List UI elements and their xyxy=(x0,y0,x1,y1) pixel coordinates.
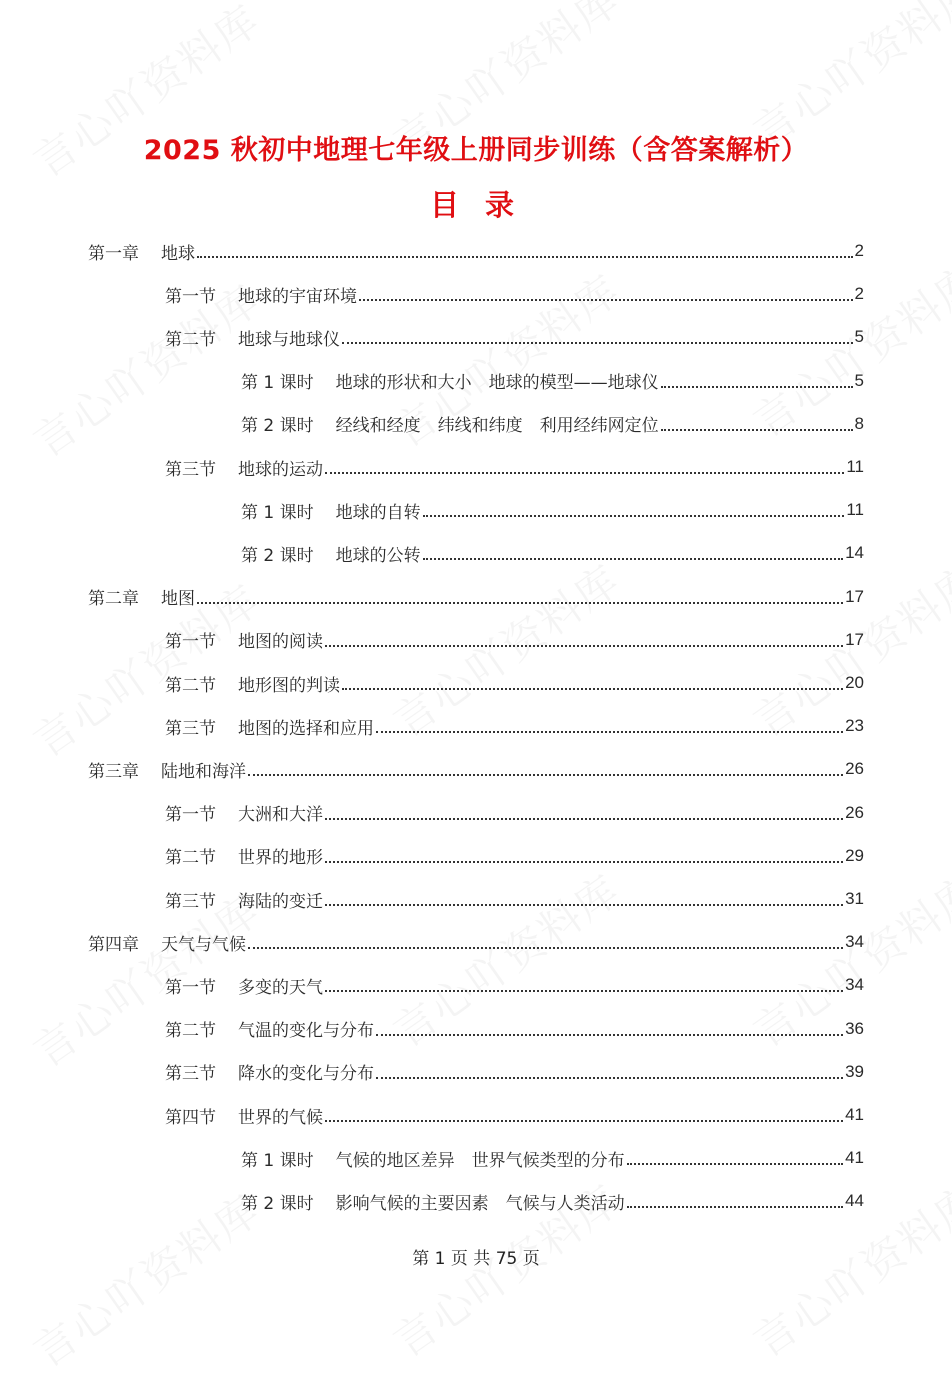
dot-leader xyxy=(325,904,843,906)
toc-entry-number: 第四节 xyxy=(165,1107,216,1128)
toc-entry-page: 34 xyxy=(845,932,864,952)
toc-entry-number: 第 1 课时 xyxy=(241,373,314,394)
dot-leader xyxy=(342,342,853,344)
toc-entry[interactable] xyxy=(165,711,864,741)
toc-entry[interactable] xyxy=(165,322,864,352)
toc-entry-number: 第二章 xyxy=(88,589,139,610)
toc-entry-number: 第二节 xyxy=(165,848,216,869)
toc-entry[interactable] xyxy=(165,668,864,698)
toc-entry-page: 11 xyxy=(846,500,864,520)
toc-entry[interactable] xyxy=(165,1014,864,1044)
toc-entry-title: 天气与气候 xyxy=(161,934,246,955)
toc-entry[interactable] xyxy=(88,582,864,612)
toc-entry-title: 世界的地形 xyxy=(238,848,323,869)
toc-entry-page: 17 xyxy=(845,629,864,649)
dot-leader xyxy=(376,1034,843,1036)
dot-leader xyxy=(342,688,843,690)
dot-leader xyxy=(248,947,843,949)
toc-entry-page: 14 xyxy=(845,543,864,563)
toc-entry-number: 第一节 xyxy=(165,632,216,653)
dot-leader xyxy=(359,299,853,301)
toc-entry-page: 39 xyxy=(845,1061,864,1081)
dot-leader xyxy=(197,256,853,258)
toc-entry[interactable] xyxy=(241,1186,864,1216)
toc-entry-page: 29 xyxy=(845,845,864,865)
toc-entry[interactable] xyxy=(165,970,864,1000)
dot-leader xyxy=(325,645,843,647)
toc-entry-title: 地图的选择和应用 xyxy=(238,718,374,739)
toc-entry-title: 影响气候的主要因素 气候与人类活动 xyxy=(335,1193,625,1214)
toc-entry-title: 气候的地区差异 世界气候类型的分布 xyxy=(335,1150,625,1171)
toc-entry-title: 气温的变化与分布 xyxy=(238,1021,374,1042)
toc-entry-title: 降水的变化与分布 xyxy=(238,1064,374,1085)
toc-entry-page: 31 xyxy=(845,889,864,908)
toc-entry-page: 41 xyxy=(845,1105,864,1124)
toc-entry-title: 地图 xyxy=(161,589,195,610)
dot-leader xyxy=(376,731,843,733)
watermark xyxy=(20,1179,271,1379)
toc-entry-page: 41 xyxy=(845,1148,864,1168)
toc-entry-page: 26 xyxy=(845,759,864,779)
toc-entry-title: 地球的运动 xyxy=(238,459,323,480)
toc-entry-title: 地形图的判读 xyxy=(238,675,340,696)
toc-entry[interactable] xyxy=(165,279,864,309)
toc-entry-number: 第三节 xyxy=(165,1064,216,1085)
toc-entry[interactable] xyxy=(165,1057,864,1087)
toc-entry[interactable] xyxy=(165,452,864,482)
toc-entry-number: 第三章 xyxy=(88,761,139,782)
toc-entry-title: 地球的形状和大小 地球的模型——地球仪 xyxy=(335,373,659,394)
toc-entry-title: 大洲和大洋 xyxy=(238,805,323,826)
dot-leader xyxy=(627,1163,843,1165)
toc-entry-page: 5 xyxy=(854,370,864,390)
toc-entry-page: 36 xyxy=(845,1018,864,1038)
toc-entry-number: 第四章 xyxy=(88,934,139,955)
toc-entry[interactable] xyxy=(165,841,864,871)
toc-entry-number: 第三节 xyxy=(165,891,216,912)
toc-entry[interactable] xyxy=(165,1100,864,1130)
toc-entry-number: 第 2 课时 xyxy=(241,416,314,437)
toc-entry-title: 多变的天气 xyxy=(238,977,323,998)
toc-entry-number: 第 1 课时 xyxy=(241,1150,314,1171)
toc-entry-title: 地球的公转 xyxy=(335,545,421,566)
toc-entry-number: 第三节 xyxy=(165,718,216,739)
dot-leader xyxy=(325,990,843,992)
dot-leader xyxy=(627,1206,843,1208)
toc-entry[interactable] xyxy=(165,884,864,914)
dot-leader xyxy=(325,1120,843,1122)
toc-entry-number: 第一节 xyxy=(165,805,216,826)
toc-entry[interactable] xyxy=(241,366,864,396)
toc-entry-title: 经线和经度 纬线和纬度 利用经纬网定位 xyxy=(335,416,659,437)
toc-entry-number: 第 2 课时 xyxy=(241,545,314,566)
toc-entry-page: 5 xyxy=(854,327,864,347)
toc-entry-page: 34 xyxy=(845,975,864,995)
toc-entry[interactable] xyxy=(88,927,864,957)
toc-entry[interactable] xyxy=(241,538,864,568)
toc-entry-number: 第 2 课时 xyxy=(241,1193,314,1214)
toc-entry-title: 地球与地球仪 xyxy=(238,329,340,350)
document-title: 2025 秋初中地理七年级上册同步训练（含答案解析） xyxy=(143,135,809,166)
toc-entry-number: 第一节 xyxy=(165,977,216,998)
dot-leader xyxy=(423,515,845,517)
toc-entry[interactable] xyxy=(241,495,864,525)
toc-entry[interactable] xyxy=(165,625,864,655)
dot-leader xyxy=(661,386,853,388)
toc-entry-number: 第二节 xyxy=(165,1021,216,1042)
toc-entry-number: 第一节 xyxy=(165,286,216,307)
toc-entry-title: 地球 xyxy=(161,243,195,264)
toc-entry-page: 11 xyxy=(846,457,864,476)
toc-entry-number: 第二节 xyxy=(165,675,216,696)
page-footer: 第 1 页 共 75 页 xyxy=(412,1249,540,1269)
toc-entry-number: 第三节 xyxy=(165,459,216,480)
toc-entry-page: 2 xyxy=(854,241,864,260)
toc-entry[interactable] xyxy=(88,754,864,784)
toc-entry-page: 26 xyxy=(845,802,864,822)
dot-leader xyxy=(248,774,843,776)
toc-entry-page: 17 xyxy=(845,586,864,606)
toc-entry-title: 海陆的变迁 xyxy=(238,891,323,912)
toc-entry[interactable] xyxy=(241,409,864,439)
toc-entry[interactable] xyxy=(88,236,864,266)
dot-leader xyxy=(423,558,843,560)
toc-entry-title: 地球的宇宙环境 xyxy=(238,286,357,307)
toc-entry-page: 20 xyxy=(845,673,864,692)
dot-leader xyxy=(325,861,843,863)
toc-entry-title: 地球的自转 xyxy=(335,502,421,523)
toc-entry-number: 第二节 xyxy=(165,329,216,350)
toc-entry-title: 地图的阅读 xyxy=(238,632,323,653)
dot-leader xyxy=(197,602,843,604)
toc-entry-page: 8 xyxy=(854,413,864,433)
dot-leader xyxy=(325,472,844,474)
toc-entry-title: 世界的气候 xyxy=(238,1107,323,1128)
toc-entry-number: 第 1 课时 xyxy=(241,502,314,523)
toc-heading: 目 录 xyxy=(429,188,523,222)
toc-entry[interactable] xyxy=(165,798,864,828)
toc-entry-page: 44 xyxy=(845,1191,864,1211)
toc-entry[interactable] xyxy=(241,1143,864,1173)
dot-leader xyxy=(376,1077,843,1079)
toc-entry-title: 陆地和海洋 xyxy=(161,761,246,782)
toc-entry-page: 2 xyxy=(854,284,864,304)
toc-entry-page: 23 xyxy=(845,716,864,736)
dot-leader xyxy=(661,429,853,431)
dot-leader xyxy=(325,818,843,820)
toc-entry-number: 第一章 xyxy=(88,243,139,264)
